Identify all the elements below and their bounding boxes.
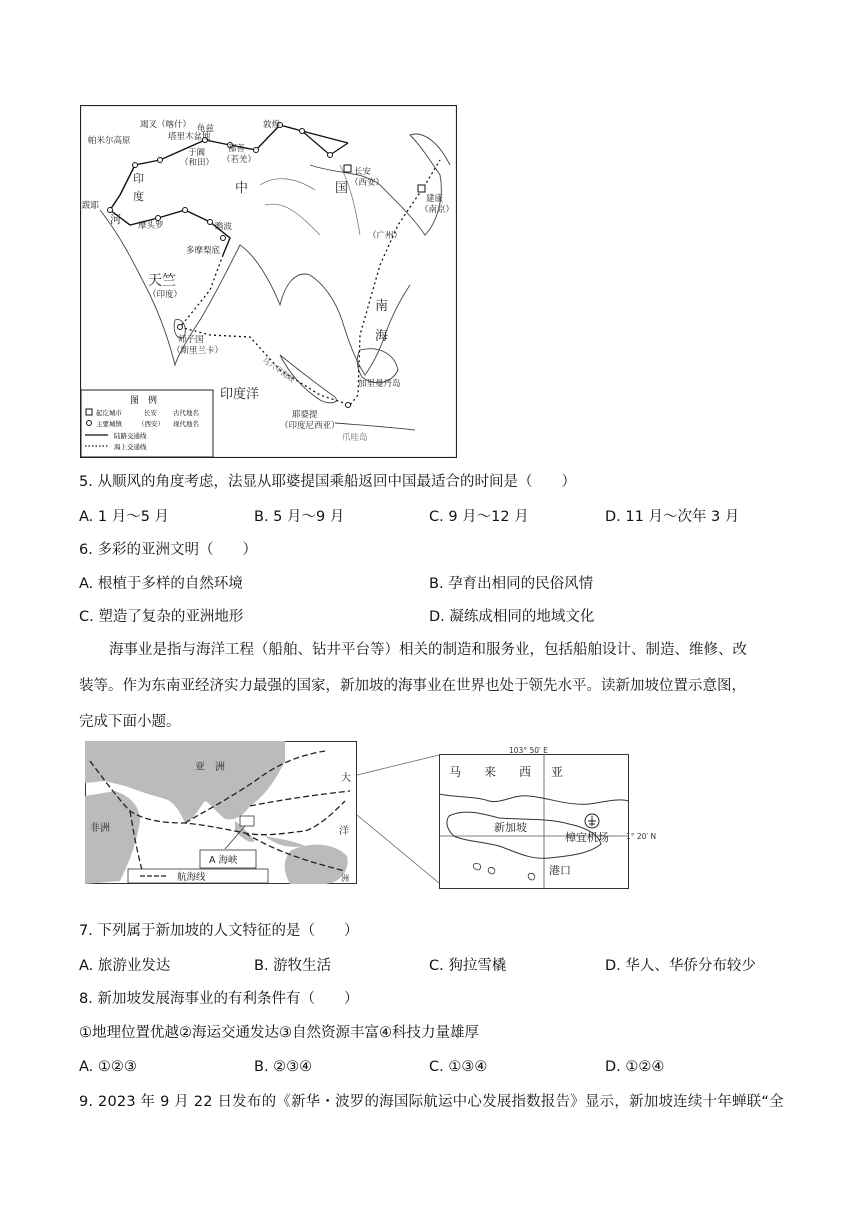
faxian-route-map — [80, 105, 457, 458]
label-duomolidi: 多摩梨底 — [186, 246, 221, 256]
question-5-stem: 5. 从顺风的角度考虑，法显从耶婆提国乘船返回中国最适合的时间是（ ） — [79, 474, 576, 490]
label-kalimantan: 加里曼丹岛 — [358, 379, 401, 389]
label-kashgar: 竭叉（喀什） — [140, 120, 192, 130]
label-boye: 跋耶 — [82, 201, 100, 211]
label-jiankang: 建康 — [426, 194, 444, 204]
jiankang-marker — [418, 185, 425, 192]
q7-option-b[interactable]: B. 游牧生活 — [254, 958, 332, 974]
label-yang: 洋 — [339, 826, 349, 837]
label-singapore: 新加坡 — [494, 821, 527, 834]
q6-option-a[interactable]: A. 根植于多样的自然环境 — [79, 576, 243, 592]
label-yepoti-modern: （印度尼西亚） — [280, 421, 340, 431]
q6-option-b[interactable]: B. 孕育出相同的民俗风情 — [429, 576, 594, 592]
label-shiziguo-modern: （斯里兰卡） — [172, 346, 224, 356]
label-tianzhu: 天竺 — [148, 273, 176, 289]
label-changan-modern: （西安） — [350, 178, 385, 188]
label-xi: 西 — [519, 765, 532, 779]
legend-sea-route: 海上交通线 — [114, 443, 147, 451]
label-indian-ocean: 印度洋 — [220, 387, 260, 402]
label-kucha: 龟兹 — [197, 124, 215, 134]
legend-start-city: 起讫城市 — [96, 409, 122, 417]
label-africa: 非洲 — [90, 823, 110, 834]
q8-option-c[interactable]: C. ①③④ — [429, 1059, 488, 1075]
q7-option-a[interactable]: A. 旅游业发达 — [79, 958, 171, 974]
map-legend — [81, 390, 213, 457]
label-zhong: 中 — [235, 181, 249, 196]
label-asia: 亚 洲 — [195, 762, 225, 773]
label-khotan-modern: （和田） — [180, 158, 215, 168]
q5-option-b[interactable]: B. 5 月～9 月 — [254, 509, 345, 525]
q6-option-c[interactable]: C. 塑造了复杂的亚洲地形 — [79, 609, 244, 625]
singapore-detail-map — [439, 746, 629, 889]
label-pamir: 帕米尔高原 — [88, 136, 131, 146]
passage-line-2: 装等。作为东南亚经济实力最强的国家，新加坡的海事业在世界也处于领先水平。读新加坡位置示意图， — [79, 678, 746, 694]
label-he: 河 — [110, 213, 121, 226]
label-port: 港口 — [549, 864, 571, 877]
label-guangzhou: （广州） — [368, 231, 403, 241]
q8-conditions: ①地理位置优越②海运交通发达③自然资源丰富④科技力量雄厚 — [79, 1025, 479, 1041]
label-yepoti: 耶婆提 — [292, 410, 318, 420]
changan-marker — [344, 165, 351, 172]
zoom-connector — [357, 755, 439, 885]
label-shanshan-modern: （若羌） — [222, 155, 257, 165]
legend-modern-name: （西安） — [138, 420, 164, 428]
label-khotan: 于阗 — [188, 148, 206, 158]
label-dunhuang: 敦煌 — [263, 120, 281, 130]
label-yin: 印 — [133, 172, 144, 185]
q6-option-d[interactable]: D. 凝练成相同的地域文化 — [429, 609, 595, 625]
q5-option-d[interactable]: D. 11 月～次年 3 月 — [605, 509, 740, 525]
label-changi-airport: 樟宜机场 — [565, 831, 609, 844]
label-longitude: 103° 50′ E — [509, 746, 548, 755]
q5-option-a[interactable]: A. 1 月～5 月 — [79, 509, 170, 525]
legend-modern-desc: 现代地名 — [173, 420, 199, 428]
label-lai: 来 — [484, 765, 497, 779]
q8-option-b[interactable]: B. ②③④ — [254, 1059, 313, 1075]
sea-routes-map — [85, 741, 357, 884]
legend-ancient-name: 长安 — [144, 409, 157, 417]
label-malacca: 马六甲海峡 — [260, 355, 297, 385]
passage-line-1: 海事业是指与海洋工程（船舶、钻井平台等）相关的制造和服务业，包括船舶设计、制造、维修、改 — [109, 642, 747, 658]
label-nan: 南 — [375, 299, 389, 314]
question-7-stem: 7. 下列属于新加坡的人文特征的是（ ） — [79, 923, 359, 939]
legend-sea-lane: 航海线 — [177, 872, 206, 883]
label-zhanbo: 瞻波 — [215, 222, 233, 232]
label-strait: A 海峡 — [209, 855, 238, 866]
label-java: 爪哇岛 — [342, 433, 368, 443]
q5-option-c[interactable]: C. 9 月～12 月 — [429, 509, 529, 525]
legend-main-town: 主要城镇 — [96, 420, 122, 428]
question-8-stem: 8. 新加坡发展海事业的有利条件有（ ） — [79, 991, 359, 1007]
q8-option-d[interactable]: D. ①②④ — [605, 1059, 665, 1075]
label-zhou: 洲 — [341, 874, 349, 883]
label-tarim: 塔里木盆地 — [168, 132, 211, 142]
q8-option-a[interactable]: A. ①②③ — [79, 1059, 137, 1075]
legend-ancient-desc: 古代地名 — [173, 409, 199, 417]
label-ya: 亚 — [551, 765, 564, 779]
legend-title: 图 例 — [130, 396, 158, 406]
question-6-stem: 6. 多彩的亚洲文明（ ） — [79, 542, 257, 558]
label-shiziguo: 师子国 — [178, 335, 204, 345]
question-9-stem: 9. 2023 年 9 月 22 日发布的《新华・波罗的海国际航运中心发展指数报告》显示，新加坡连续十年蝉联“全 — [79, 1094, 784, 1110]
label-changan: 长安 — [354, 167, 372, 177]
q7-option-c[interactable]: C. 狗拉雪橇 — [429, 958, 507, 974]
label-tianzhu-modern: （印度） — [148, 290, 183, 300]
label-jiankang-modern: （南京） — [420, 205, 455, 215]
passage — [79, 632, 779, 740]
australia-landmass — [285, 845, 348, 884]
label-ma: 马 — [449, 765, 462, 779]
label-hai: 海 — [375, 329, 389, 344]
label-shanshan: 鄯善 — [228, 144, 246, 154]
label-du: 度 — [133, 190, 144, 203]
passage-line-3: 完成下面小题。 — [79, 714, 181, 730]
label-motouluo: 摩头罗 — [138, 221, 164, 231]
label-da: 大 — [341, 773, 351, 784]
label-guo: 国 — [335, 181, 349, 196]
label-latitude: 1° 20′ N — [626, 832, 657, 841]
q7-option-d[interactable]: D. 华人、华侨分布较少 — [605, 958, 756, 974]
legend-land-route: 陆路交通线 — [114, 432, 147, 440]
